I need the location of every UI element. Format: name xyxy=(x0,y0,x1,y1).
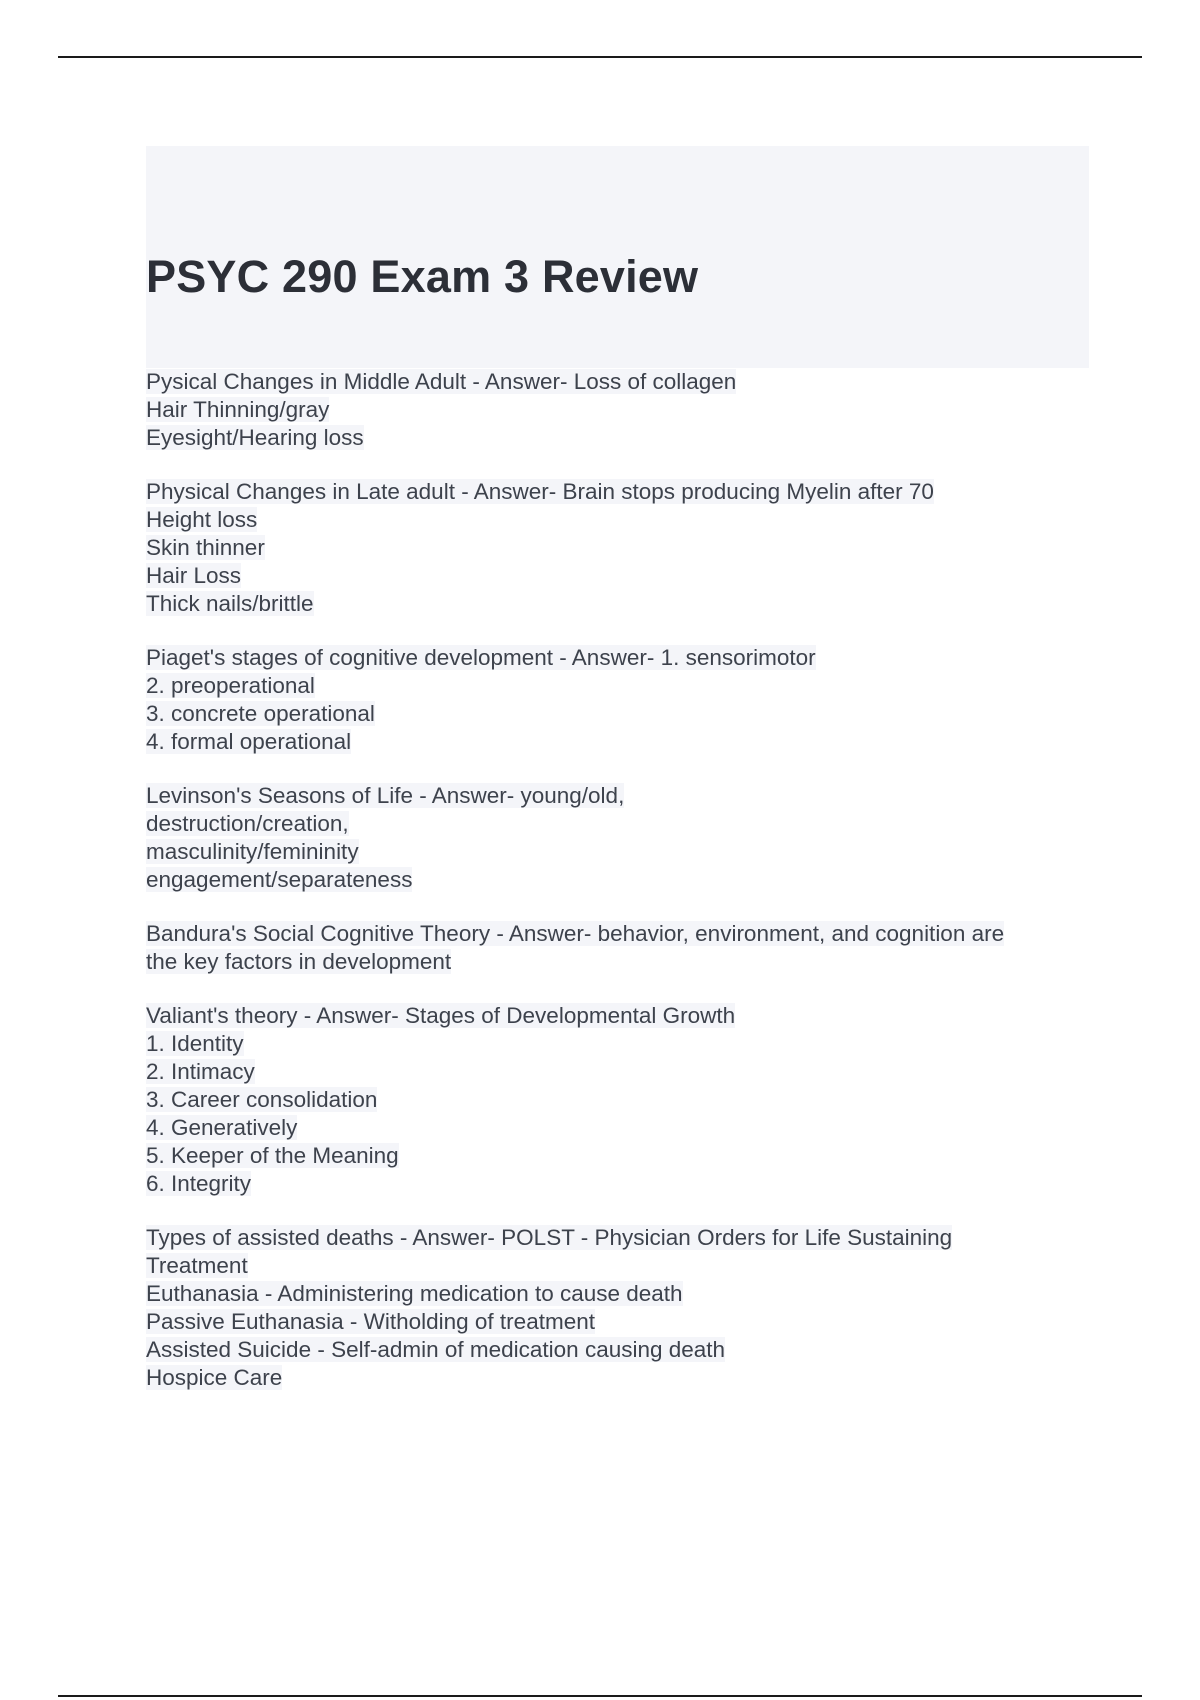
qa-entry-levinson xyxy=(146,782,1096,894)
qa-line: 3. Career consolidation xyxy=(146,1087,378,1112)
qa-line: 6. Integrity xyxy=(146,1171,252,1196)
qa-entry-bandura xyxy=(146,920,1096,976)
qa-list xyxy=(146,368,1096,1418)
qa-line: Piaget's stages of cognitive development - Answer- 1. sensorimotor xyxy=(146,645,816,670)
qa-line: Hair Thinning/gray xyxy=(146,397,330,422)
qa-line: Hospice Care xyxy=(146,1365,283,1390)
qa-line: destruction/creation, xyxy=(146,811,349,836)
qa-line: Levinson's Seasons of Life - Answer- young/old, xyxy=(146,783,625,808)
qa-line: engagement/separateness xyxy=(146,867,413,892)
qa-line: Eyesight/Hearing loss xyxy=(146,425,364,450)
bottom-rule xyxy=(58,1695,1142,1697)
qa-entry-middle-adult xyxy=(146,368,1096,452)
document-title: PSYC 290 Exam 3 Review xyxy=(146,251,699,302)
qa-line: Treatment xyxy=(146,1253,248,1278)
qa-line: 2. preoperational xyxy=(146,673,315,698)
qa-line: Passive Euthanasia - Witholding of treatment xyxy=(146,1309,595,1334)
qa-line: Physical Changes in Late adult - Answer- Brain stops producing Myelin after 70 xyxy=(146,479,934,504)
qa-line: Thick nails/brittle xyxy=(146,591,314,616)
qa-entry-late-adult xyxy=(146,478,1096,618)
qa-line: masculinity/femininity xyxy=(146,839,359,864)
qa-line: Bandura's Social Cognitive Theory - Answer- behavior, environment, and cognition are xyxy=(146,921,1005,946)
qa-line: the key factors in development xyxy=(146,949,452,974)
qa-line: Skin thinner xyxy=(146,535,265,560)
qa-line: 3. concrete operational xyxy=(146,701,375,726)
qa-line: Euthanasia - Administering medication to cause death xyxy=(146,1281,683,1306)
qa-entry-piaget xyxy=(146,644,1096,756)
qa-entry-valiant xyxy=(146,1002,1096,1198)
qa-line: 5. Keeper of the Meaning xyxy=(146,1143,399,1168)
qa-line: Pysical Changes in Middle Adult - Answer- Loss of collagen xyxy=(146,369,737,394)
qa-line: Types of assisted deaths - Answer- POLST - Physician Orders for Life Sustaining xyxy=(146,1225,953,1250)
qa-line: 4. Generatively xyxy=(146,1115,298,1140)
top-rule xyxy=(58,56,1142,58)
qa-line: Valiant's theory - Answer- Stages of Developmental Growth xyxy=(146,1003,736,1028)
qa-line: 4. formal operational xyxy=(146,729,352,754)
qa-entry-assisted-deaths xyxy=(146,1224,1096,1392)
qa-line: Assisted Suicide - Self-admin of medication causing death xyxy=(146,1337,726,1362)
qa-line: 1. Identity xyxy=(146,1031,244,1056)
qa-line: Height loss xyxy=(146,507,258,532)
qa-line: Hair Loss xyxy=(146,563,242,588)
qa-line: 2. Intimacy xyxy=(146,1059,255,1084)
